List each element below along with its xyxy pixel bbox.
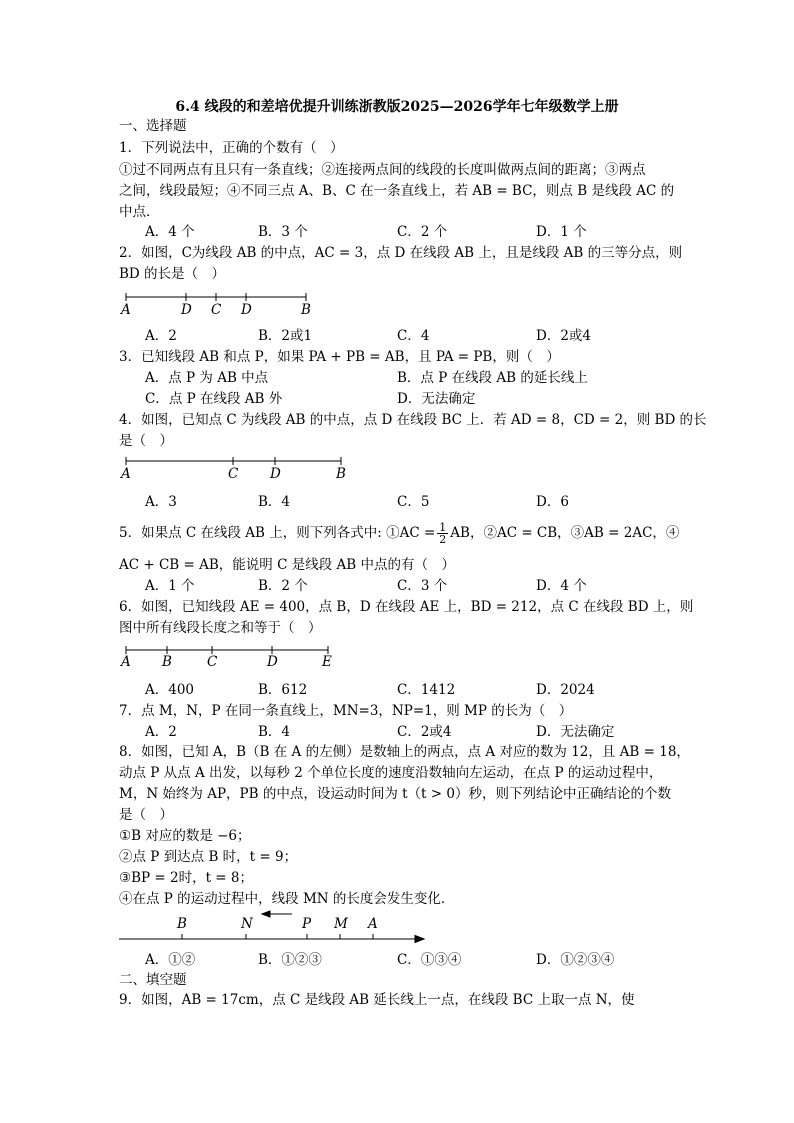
question-1-option-c: C．2 个 [397, 224, 448, 240]
question-8-option-d: D．①②③④ [536, 952, 615, 968]
question-7-option-c: C．2或4 [397, 724, 452, 740]
q8-label-n: N [241, 916, 253, 932]
question-4-stem: 4．如图，已知点 C 为线段 AB 的中点，点 D 在线段 BC 上．若 AD = 8，CD = 2，则 BD 的长 [119, 412, 707, 428]
question-2-option-d: D．2或4 [536, 328, 592, 344]
question-7-stem: 7．点 M，N，P 在同一条直线上，MN=3，NP=1，则 MP 的长为（ ） [119, 703, 573, 719]
question-8-statement-3: ③BP = 2时，t = 8； [119, 870, 253, 886]
q8-label-p: P [302, 916, 312, 932]
question-8-line2: 动点 P 从点 A 出发，以每秒 2 个单位长度的速度沿数轴向左运动，在点 P 的运动过程中， [119, 765, 663, 781]
question-7-option-a: A．2 [145, 724, 177, 740]
question-1-option-d: D．1 个 [536, 224, 587, 240]
question-8-option-c: C．①③④ [397, 952, 462, 968]
question-6-option-a: A．400 [145, 682, 195, 698]
q8-direction-arrow-head [262, 911, 270, 917]
q6-label-d: D [267, 654, 278, 670]
question-6-option-c: C．1412 [397, 682, 456, 698]
q2-label-d1: D [181, 302, 192, 318]
question-2-option-c: C．4 [397, 328, 430, 344]
question-1-stem: 1．下列说法中，正确的个数有（ ） [119, 140, 344, 156]
section-heading-fill: 二、填空题 [119, 972, 187, 988]
question-2-option-b: B．2或1 [258, 328, 313, 344]
question-5-stem-a: 5．如果点 C 在线段 AB 上，则下列各式中: ①AC = [119, 525, 436, 541]
question-5-stem [119, 522, 679, 545]
q2-label-d2: D [241, 302, 252, 318]
question-8-statement-2: ②点 P 到达点 B 时，t = 9； [119, 849, 298, 865]
question-8-statement-1: ①B 对应的数是 −6； [119, 828, 251, 844]
question-8-statement-4: ④在点 P 的运动过程中，线段 MN 的长度会发生变化． [119, 891, 455, 907]
question-4-option-c: C．5 [397, 494, 430, 510]
question-8-option-a: A．①② [145, 952, 196, 968]
q6-label-e: E [322, 654, 332, 670]
question-5-option-a: A．1 个 [145, 578, 195, 594]
question-4-option-a: A．3 [145, 494, 177, 510]
question-3-option-d: D．无法确定 [397, 391, 476, 407]
question-1-line3: 之间，线段最短；④不同三点 A、B、C 在一条直线上，若 AB = BC，则点 B 是线段 AC 的 [119, 183, 675, 199]
question-5-stem-b: AB，②AC = CB，③AB = 2AC，④ [450, 525, 680, 541]
question-8-stem: 8．如图，已知 A，B（B 在 A 的左侧）是数轴上的两点，点 A 对应的数为 12，且 AB = 18， [119, 744, 690, 760]
question-1-option-b: B．3 个 [258, 224, 308, 240]
section-heading-choice: 一、选择题 [119, 118, 187, 134]
q4-label-d: D [270, 466, 281, 482]
question-6-stem: 6．如图，已知线段 AE = 400，点 B，D 在线段 AE 上，BD = 212，点 C 在线段 BD 上，则 [119, 599, 694, 615]
question-5-option-d: D．4 个 [536, 578, 587, 594]
q4-label-a: A [121, 466, 131, 482]
q8-axis-arrow-head [415, 936, 424, 943]
question-5-option-c: C．3 个 [397, 578, 448, 594]
q8-label-b: B [177, 916, 187, 932]
question-6-option-d: D．2024 [536, 682, 595, 698]
q2-label-c: C [211, 302, 222, 318]
fraction-one-half: $\frac{1}{2}$ [439, 521, 447, 546]
q8-label-m: M [334, 916, 348, 932]
page-title: 6.4 线段的和差培优提升训练浙教版2025—2026学年七年级数学上册 [175, 99, 619, 115]
question-4-line2: 是（ ） [119, 433, 173, 449]
question-8-line3: M，N 始终为 AP，PB 的中点，设运动时间为 t（t > 0）秒，则下列结论中正确结论的个数 [119, 786, 671, 802]
question-3-option-c: C．点 P 在线段 AB 外 [145, 391, 283, 407]
question-5-line2: AC + CB = AB，能说明 C 是线段 AB 中点的有（ ） [119, 557, 455, 573]
question-3-stem: 3．已知线段 AB 和点 P，如果 PA + PB = AB，且 PA = PB，则（ ） [119, 349, 560, 365]
question-4-option-b: B．4 [258, 494, 291, 510]
q8-label-a: A [368, 916, 378, 932]
question-1-line4: 中点． [119, 204, 160, 220]
question-5-option-b: B．2 个 [258, 578, 308, 594]
q4-label-b: B [336, 466, 346, 482]
question-4-option-d: D．6 [536, 494, 569, 510]
q6-label-c: C [207, 654, 218, 670]
q6-label-a: A [121, 654, 131, 670]
question-2-option-a: A．2 [145, 328, 177, 344]
q2-label-a: A [121, 302, 131, 318]
question-6-option-b: B．612 [258, 682, 308, 698]
question-8-option-b: B．①②③ [258, 952, 322, 968]
question-6-line2: 图中所有线段长度之和等于（ ） [119, 620, 322, 636]
question-2-stem: 2．如图，C为线段 AB 的中点，AC = 3，点 D 在线段 AB 上，且是线段 AB 的三等分点，则 [119, 245, 683, 261]
question-7-option-b: B．4 [258, 724, 291, 740]
question-8-line4: 是（ ） [119, 807, 173, 823]
question-1-option-a: A．4 个 [145, 224, 195, 240]
question-9-stem: 9．如图，AB = 17cm，点 C 是线段 AB 延长线上一点，在线段 BC 上取一点 N，使 [119, 992, 635, 1008]
q4-label-c: C [228, 466, 239, 482]
question-3-option-b: B．点 P 在线段 AB 的延长线上 [397, 370, 588, 386]
question-1-line2: ①过不同两点有且只有一条直线；②连接两点间的线段的长度叫做两点间的距离；③两点 [119, 162, 646, 178]
question-3-option-a: A．点 P 为 AB 中点 [145, 370, 269, 386]
question-7-option-d: D．无法确定 [536, 724, 615, 740]
q2-label-b: B [301, 302, 311, 318]
question-2-line2: BD 的长是（ ） [119, 266, 226, 282]
q6-label-b: B [162, 654, 172, 670]
